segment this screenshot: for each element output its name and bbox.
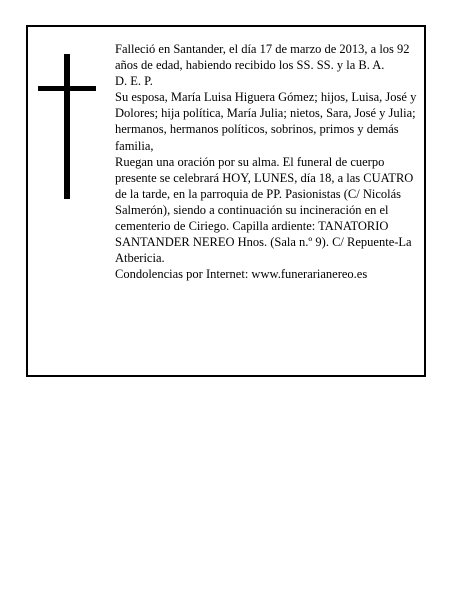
cross-horizontal-bar xyxy=(38,86,96,91)
notice-text xyxy=(115,41,421,282)
rip-line: D. E. P. xyxy=(115,74,153,89)
funeral-details: Ruegan una oración por su alma. El funeral de cuerpo presente se celebrará HOY, LUNES, día 18, a las CUATRO de la tarde, en la parroquia de PP. Pasionistas (C/ Nicolás Salmerón), siendo a continuación su incineración en el cementerio de Ciriego. Capilla ardiente: TANATORIO SANTANDER NEREO Hnos. (Sala n.º 9). C/ Repuente-La Atbericia. xyxy=(115,154,414,266)
obituary-notice xyxy=(26,25,426,377)
death-announcement: Falleció en Santander, el día 17 de marzo de 2013, a los 92 años de edad, habiendo recibido los SS. SS. y la B. A. xyxy=(115,42,410,73)
condolences-line: Condolencias por Internet: www.funerarianereo.es xyxy=(115,267,368,282)
latin-cross-icon xyxy=(38,54,98,199)
family-list: Su esposa, María Luisa Higuera Gómez; hijos, Luisa, José y Dolores; hija política, María Julia; nietos, Sara, José y Julia; hermanos, hermanos políticos, sobrinos, primos y demás familia, xyxy=(115,90,417,153)
cross-vertical-bar xyxy=(64,54,70,199)
